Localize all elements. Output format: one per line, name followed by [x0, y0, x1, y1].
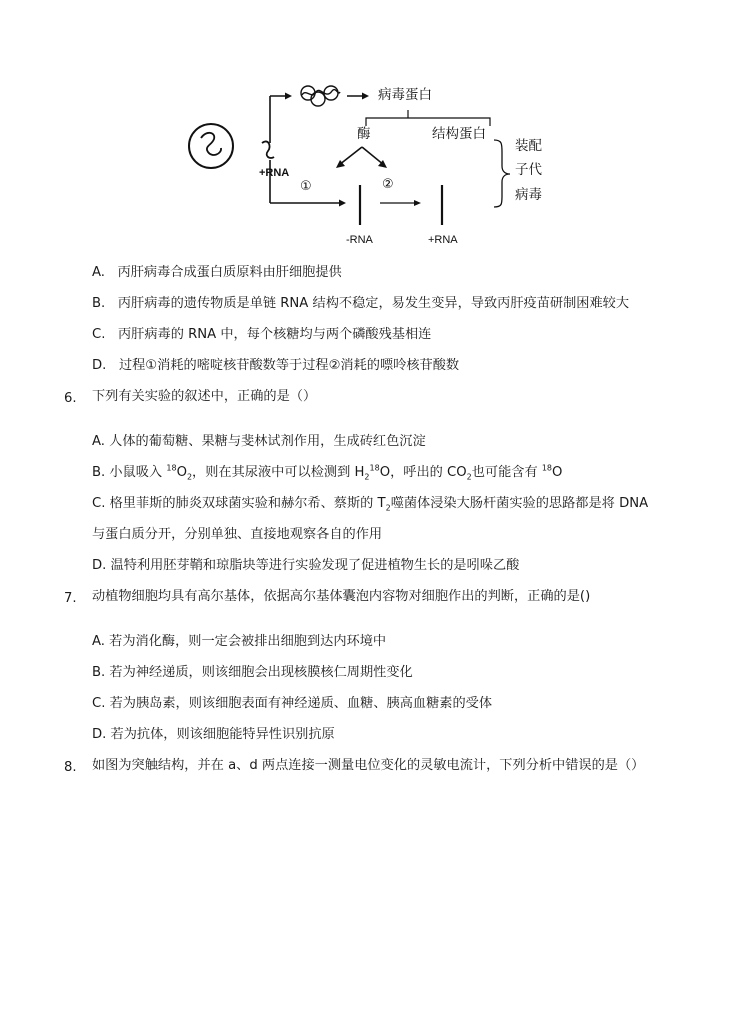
assemble-label-3: 病毒 [515, 187, 542, 203]
enzyme-label: 酶 [357, 126, 371, 142]
ribosome-icon [301, 86, 340, 106]
q6-number: 6. [64, 391, 77, 406]
assemble-label-2: 子代 [515, 162, 542, 178]
q6-option-c-line2: 与蛋白质分开，分别单独、直接地观察各自的作用 [92, 527, 383, 542]
q7-number: 7. [64, 591, 77, 606]
minus-rna-label: -RNA [346, 234, 373, 246]
q5-option-d: D. 过程①消耗的嘧啶核苷酸数等于过程②消耗的嘌呤核苷酸数 [92, 358, 460, 373]
released-rna-squiggle [262, 141, 274, 158]
q7-option-c: C. 若为胰岛素，则该细胞表面有神经递质、血糖、胰高血糖素的受体 [92, 696, 493, 711]
step-1-label: ① [300, 179, 312, 194]
q8-stem: 如图为突触结构，并在 a、d 两点连接一测量电位变化的灵敏电流计，下列分析中错误的是（） [92, 758, 645, 773]
assemble-label-1: 装配 [515, 138, 542, 154]
q6-option-a: A. 人体的葡萄糖、果糖与斐林试剂作用，生成砖红色沉淀 [92, 434, 426, 449]
hcv-replication-diagram [0, 0, 737, 258]
rna-coil-inside [201, 133, 221, 155]
virus-protein-label: 病毒蛋白 [378, 87, 432, 103]
step-2-label: ② [382, 177, 394, 192]
q6-option-b: B. 小鼠吸入 $^{18}O_2$，则在其尿液中可以检测到 $H_2^{18}O$，呼出的 $CO_2$也可能含有 $^{18}$O [92, 463, 563, 482]
q8-number: 8. [64, 760, 77, 775]
assembly-brace [494, 140, 510, 207]
q5-option-c: C. 丙肝病毒的 RNA 中，每个核糖均与两个磷酸残基相连 [92, 327, 432, 342]
q7-option-b: B. 若为神经递质，则该细胞会出现核膜核仁周期性变化 [92, 665, 413, 680]
q5-option-a: A. 丙肝病毒合成蛋白质原料由肝细胞提供 [92, 265, 342, 280]
q6-stem: 下列有关实验的叙述中，正确的是（） [92, 389, 317, 404]
structural-protein-label: 结构蛋白 [432, 126, 486, 142]
q7-option-d: D. 若为抗体，则该细胞能特异性识别抗原 [92, 727, 335, 742]
host-cell-circle [189, 124, 233, 168]
q6-option-c-line1: C. 格里菲斯的肺炎双球菌实验和赫尔希、蔡斯的 $T_2$噬菌体浸染大肠杆菌实验的思路都是将 DNA [92, 496, 649, 513]
plus-rna-label-right: +RNA [428, 234, 458, 246]
q7-stem: 动植物细胞均具有高尔基体，依据高尔基体囊泡内容物对细胞作出的判断，正确的是() [92, 589, 591, 604]
q6-option-d: D. 温特利用胚芽鞘和琼脂块等进行实验发现了促进植物生长的是吲哚乙酸 [92, 558, 520, 573]
protein-split-bracket [366, 110, 490, 126]
q5-option-b: B. 丙肝病毒的遗传物质是单链 RNA 结构不稳定，易发生变异，导致丙肝疫苗研制困难较大 [92, 296, 630, 311]
plus-rna-label-left: +RNA [259, 167, 290, 179]
q7-option-a: A. 若为消化酶，则一定会被排出细胞到达内环境中 [92, 634, 387, 649]
